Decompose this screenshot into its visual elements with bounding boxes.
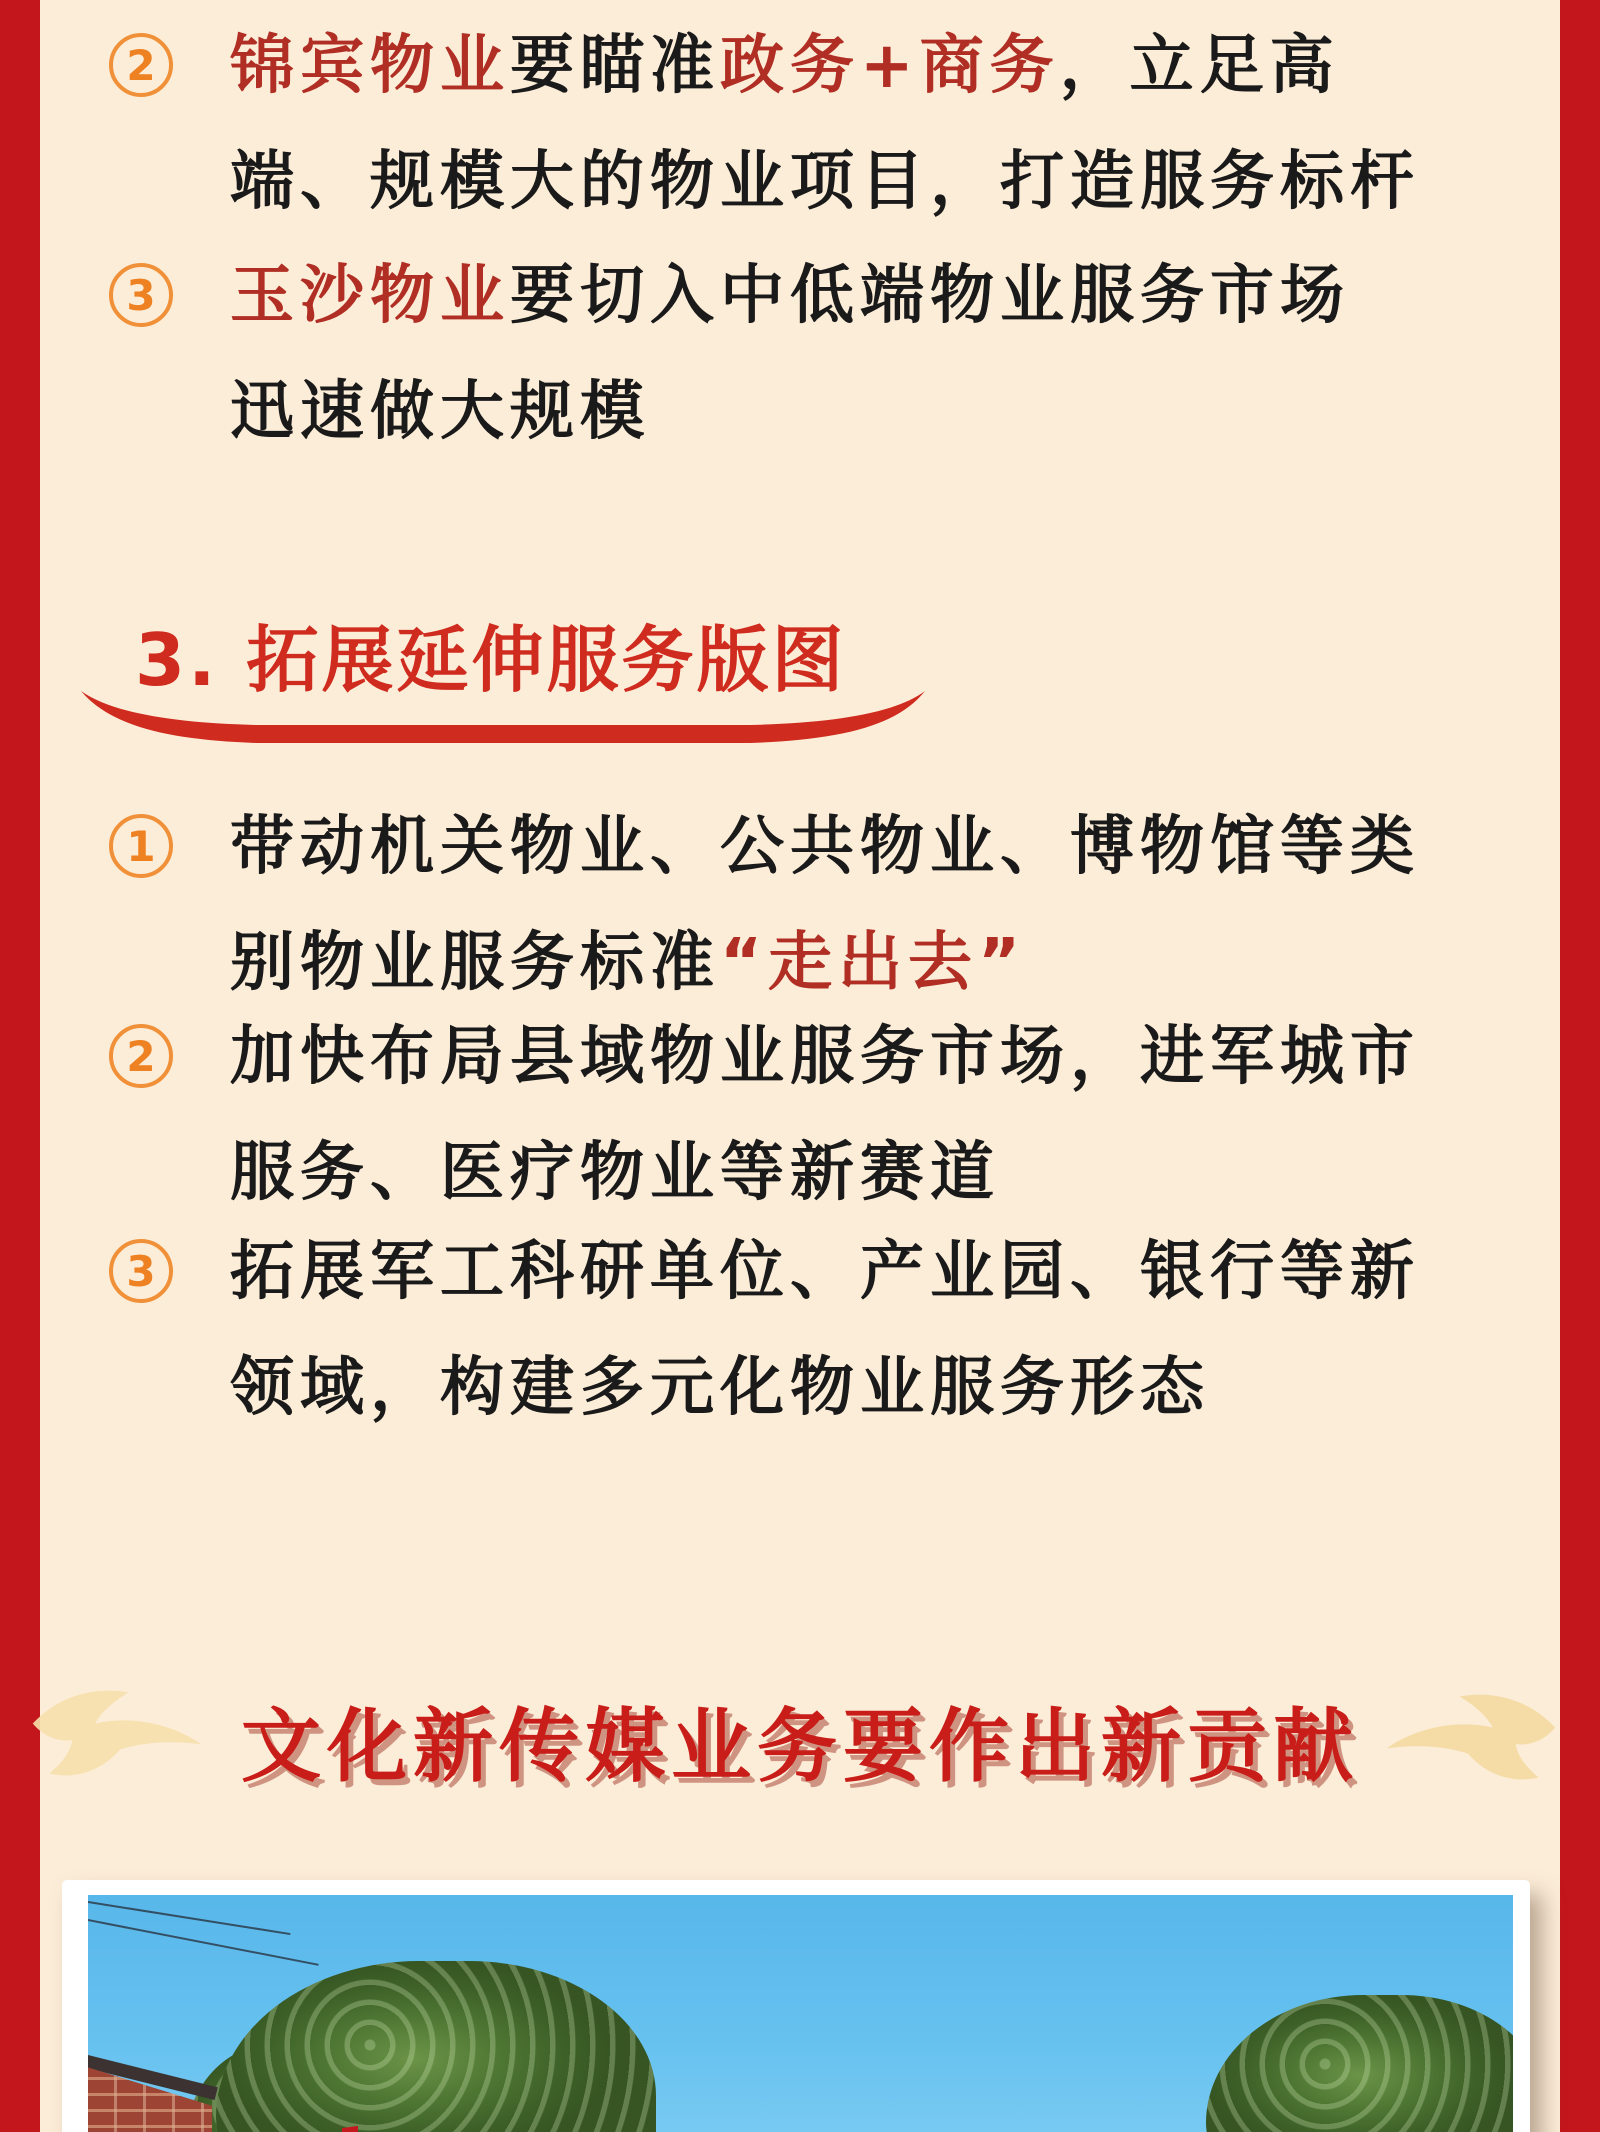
body-text: 要瞄准 [510,29,720,103]
text-line: 领域，构建多元化物业服务形态 [230,1351,1210,1425]
body-text: 别物业服务标准 [230,926,720,1000]
item-number: 2 [126,1031,156,1081]
text-line: 加快布局县域物业服务市场，进军城市 [230,1020,1420,1094]
text-line: 端、规模大的物业项目，打造服务标杆 [230,145,1420,219]
list-item-jinbin [105,8,1525,240]
item-number: 1 [126,821,156,871]
circled-number-icon [109,33,173,97]
text-line: 带动机关物业、公共物业、博物馆等类 [230,810,1420,884]
body-text: ，立足高 [1059,29,1340,103]
right-red-border [1560,0,1600,2132]
power-line [88,1901,290,1935]
list-item-yusha [105,238,1525,470]
circled-number-icon [109,263,173,327]
text-line: 服务、医疗物业等新赛道 [230,1136,1000,1210]
text-line: 拓展军工科研单位、产业园、银行等新 [230,1235,1420,1309]
campus-photo [88,1895,1513,2132]
list-item-expand-1 [105,789,1525,1021]
list-item-text [230,789,1525,1021]
red-flag [342,2126,358,2132]
item-number: 3 [126,1246,156,1296]
list-item-text [230,8,1525,240]
body-text: 要切入中低端物业服务市场 [510,259,1350,333]
circled-number-icon [109,1239,173,1303]
text-line [230,238,1525,354]
photo-card [62,1880,1530,2132]
emphasis-text: 政务+商务 [720,29,1060,103]
text-line: 迅速做大规模 [230,375,650,449]
list-item-text [230,238,1525,470]
tree [216,1961,656,2132]
text-line [230,8,1525,124]
list-item-expand-2 [105,999,1525,1231]
left-red-border [0,0,40,2132]
emphasis-text: 锦宾物业 [230,29,510,103]
tree [1206,1995,1513,2132]
circled-number-icon [109,1024,173,1088]
emphasis-text: 玉沙物业 [230,259,510,333]
power-line [88,1919,319,1966]
emphasis-text: “走出去” [720,926,1027,1000]
circled-number-icon [109,814,173,878]
list-item-text [230,1214,1525,1446]
swoosh-underline [78,688,928,746]
section-heading: 3. 拓展延伸服务版图 [135,618,847,702]
list-item-expand-3 [105,1214,1525,1446]
item-number: 3 [126,270,156,320]
item-number: 2 [126,40,156,90]
list-item-text [230,999,1525,1231]
banner-title: 文化新传媒业务要作出新贡献 [241,1700,1359,1793]
